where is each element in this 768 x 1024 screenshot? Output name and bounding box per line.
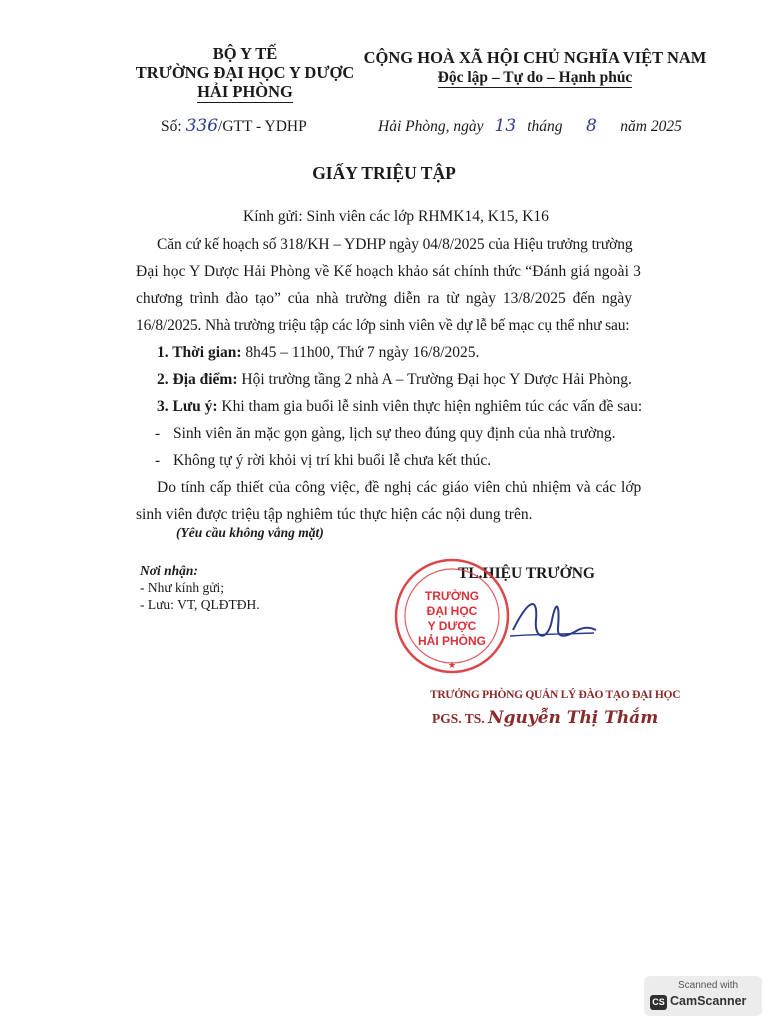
stamp-text: TRƯỜNG: [424, 589, 480, 603]
paragraph1-line1: Căn cứ kế hoạch số 318/KH – YDHP ngày 04/8/2025 của Hiệu trưởng trường: [157, 236, 633, 253]
date-day: 13: [494, 116, 517, 136]
bullet-item-text: Sinh viên ăn mặc gọn gàng, lịch sự theo đúng quy định của nhà trường.: [173, 425, 616, 442]
camscanner-logo-icon: CS: [650, 995, 667, 1010]
receiver-item: - Như kính gửi;: [140, 580, 225, 595]
school-name-line1: TRƯỜNG ĐẠI HỌC Y DƯỢC: [135, 63, 355, 82]
issuer-block: [110, 44, 380, 103]
official-stamp-icon: [392, 556, 512, 676]
bullet-item: - Không tự ý rời khỏi vị trí khi buổi lễ chưa kết thúc.: [155, 452, 492, 469]
signer-position: TRƯỞNG PHÒNG QUẢN LÝ ĐÀO TẠO ĐẠI HỌC: [430, 689, 681, 701]
item-location-value: Hội trường tầng 2 nhà A – Trường Đại học Y Dược Hải Phòng.: [237, 371, 632, 388]
item-time-label: 1. Thời gian:: [157, 344, 242, 361]
item-location-label: 2. Địa điểm:: [157, 371, 238, 388]
paragraph2-line1: Do tính cấp thiết của công việc, đề nghị các giáo viên chủ nhiệm và các lớp: [157, 479, 642, 496]
date-month-label: tháng: [527, 118, 563, 135]
issue-date: [378, 116, 682, 136]
item-location: [157, 366, 632, 393]
recipient-line: Kính gửi: Sinh viên các lớp RHMK14, K15, K16: [243, 208, 549, 225]
paragraph2-line2: sinh viên được triệu tập nghiêm túc thực hiện các nội dung trên.: [136, 506, 533, 523]
attendance-note: (Yêu cầu không vắng mặt): [176, 525, 324, 540]
stamp-text: HẢI PHÒNG: [417, 634, 487, 648]
item-note-value: Khi tham gia buổi lễ sinh viên thực hiện nghiêm túc các vấn đề sau:: [217, 398, 643, 415]
signer-degree: PGS. TS.: [432, 711, 485, 726]
paragraph1-line3: chương trình đào tạo” của nhà trường diễn ra từ ngày 13/8/2025 đến ngày: [136, 290, 632, 307]
stamp-text: Y DƯỢC: [427, 619, 477, 633]
bullet-item: - Sinh viên ăn mặc gọn gàng, lịch sự theo đúng quy định của nhà trường.: [155, 425, 616, 442]
item-note: [157, 393, 642, 420]
paragraph1-line2: Đại học Y Dược Hải Phòng về Kế hoạch khảo sát chính thức “Đánh giá ngoài 3: [136, 263, 641, 280]
date-place: Hải Phòng, ngày: [378, 118, 484, 135]
handwritten-signature-icon: [508, 590, 598, 650]
date-month: 8: [586, 116, 597, 136]
bullet-item-text: Không tự ý rời khỏi vị trí khi buổi lễ chưa kết thúc.: [173, 452, 492, 469]
country-name: CỘNG HOÀ XÃ HỘI CHỦ NGHĨA VIỆT NAM: [363, 48, 707, 67]
paragraph1-line4: 16/8/2025. Nhà trường triệu tập các lớp sinh viên về dự lễ bế mạc cụ thể như sau:: [136, 317, 630, 334]
svg-text:★: ★: [447, 660, 457, 670]
ministry-name: BỘ Y TẾ: [212, 44, 278, 63]
document-number: [161, 116, 307, 136]
national-header: [360, 48, 710, 87]
doc-number-handwritten: 336: [185, 116, 219, 136]
receivers-block: [140, 562, 260, 613]
item-time-value: 8h45 – 11h00, Thứ 7 ngày 16/8/2025.: [241, 344, 480, 361]
item-time: [157, 339, 479, 366]
school-name-line2: HẢI PHÒNG: [197, 82, 293, 101]
receiver-item: - Lưu: VT, QLĐTĐH.: [140, 597, 260, 612]
receivers-heading: Nơi nhận:: [140, 563, 198, 578]
scanner-watermark: [644, 976, 762, 1016]
watermark-line2: CamScanner: [670, 994, 747, 1008]
document-title: GIẤY TRIỆU TẬP: [312, 163, 456, 183]
date-year: năm 2025: [620, 118, 682, 135]
doc-number-suffix: /GTT - YDHP: [218, 118, 307, 135]
on-behalf-title: TL.HIỆU TRƯỞNG: [458, 565, 595, 582]
doc-number-prefix: Số:: [161, 118, 182, 135]
stamp-text: ĐẠI HỌC: [426, 604, 478, 618]
watermark-line1: Scanned with: [678, 980, 739, 991]
national-motto: Độc lập – Tự do – Hạnh phúc: [437, 69, 633, 86]
item-note-label: 3. Lưu ý:: [157, 398, 218, 415]
signer-name: [432, 708, 658, 728]
signer-full-name: Nguyễn Thị Thắm: [488, 708, 659, 728]
